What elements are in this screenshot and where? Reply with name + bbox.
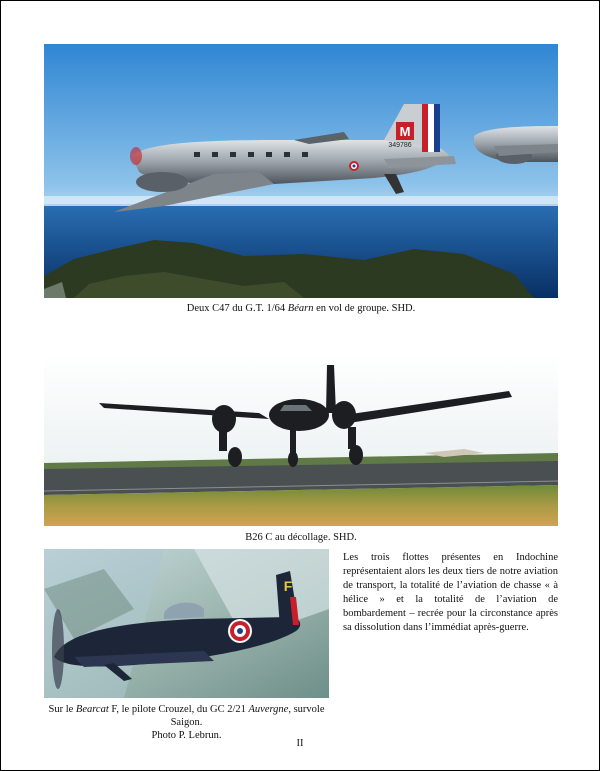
caption-1-text-end: en vol de groupe. SHD. bbox=[313, 303, 416, 314]
caption-photo-1 bbox=[44, 302, 558, 315]
bearcat-fin-letter: F bbox=[283, 578, 293, 594]
caption-3-line-1 bbox=[39, 703, 334, 729]
photo-bearcat-saigon bbox=[44, 549, 329, 698]
photo-b26-takeoff bbox=[44, 353, 558, 526]
page-number: II bbox=[296, 738, 304, 749]
body-paragraph: Les trois flottes présentes en Indochine représentaient alors les deux tiers de notre aviation de transport, la totalité de l’aviation de chasse « à hélice » et la totalité de l’aviation de bombardement – recrée pour la circonstance après sa dissolution dans l’immédiat après-guerre. bbox=[343, 552, 558, 634]
b26-photo-illustration bbox=[44, 353, 558, 526]
c47-photo-illustration bbox=[44, 44, 558, 298]
caption-1-text: Deux C47 du G.T. 1/64 bbox=[186, 303, 288, 314]
caption-3-text-b: F, le pilote Crouzel, du GC 2/21 bbox=[108, 704, 249, 715]
caption-photo-3 bbox=[39, 703, 334, 742]
bearcat-photo-illustration bbox=[44, 549, 329, 698]
photo-c47-formation bbox=[44, 44, 558, 298]
caption-3-line-2: Photo P. Lebrun. bbox=[151, 730, 222, 742]
caption-1-italic: Béarn bbox=[287, 303, 314, 314]
caption-3-italic-a: Bearcat bbox=[75, 704, 109, 715]
c47-fin-letter: M bbox=[399, 124, 411, 139]
c47-serial: 349786 bbox=[388, 142, 412, 149]
caption-photo-2: B26 C au décollage. SHD. bbox=[245, 532, 357, 543]
caption-3-text-c: , survole Saigon. bbox=[170, 704, 325, 729]
caption-3-italic-b: Auvergne bbox=[248, 704, 289, 715]
caption-3-text-a: Sur le bbox=[48, 704, 76, 715]
